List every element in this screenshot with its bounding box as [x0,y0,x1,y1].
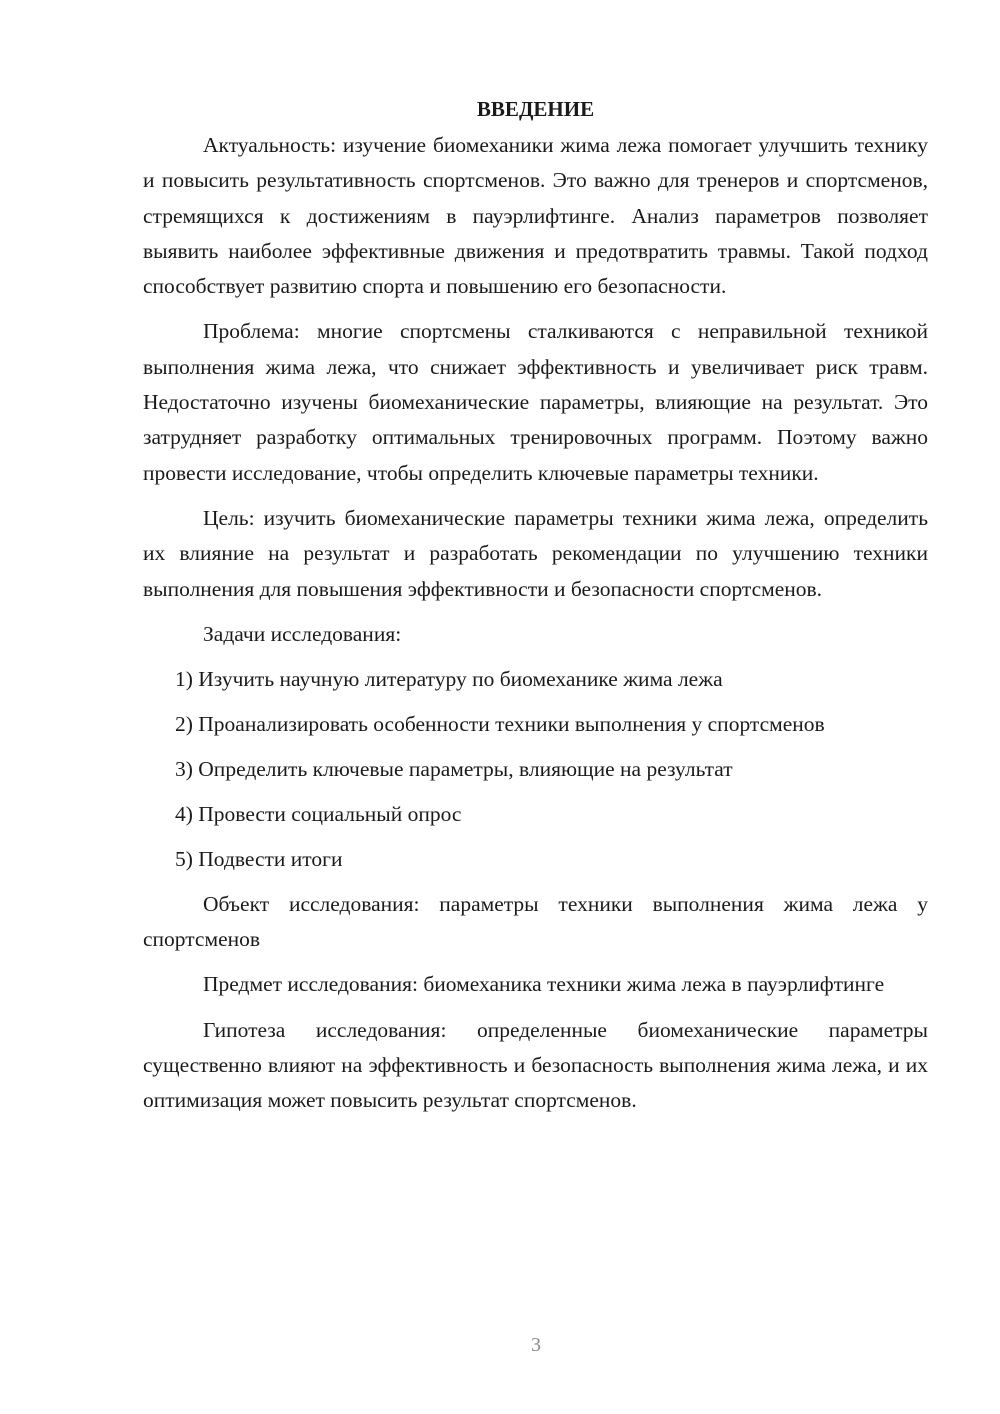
relevance-paragraph: Актуальность: изучение биомеханики жима лежа помогает улучшить технику и повысить результативность спортсменов. Это важно для тренеров и спортсменов, стремящихся к достижениям в пауэрлифтинге. Анализ параметров позволяет выявить наиболее эффективные движения и предотвратить травмы. Такой подход способствует развитию спорта и повышению его безопасности. [143,133,928,299]
task-item: 2) Проанализировать особенности техники выполнения у спортсменов [175,711,825,736]
problem-paragraph: Проблема: многие спортсмены сталкиваются с неправильной техникой выполнения жима лежа, что снижает эффективность и увеличивает риск травм. Недостаточно изучены биомеханические параметры, влияющие на результат. Это затрудняет разработку оптимальных тренировочных программ. Поэтому важно провести исследование, чтобы определить ключевые параметры техники. [143,319,928,485]
task-item: 5) Подвести итоги [175,846,343,871]
tasks-heading: Задачи исследования: [203,621,402,646]
task-item: 3) Определить ключевые параметры, влияющие на результат [175,756,733,781]
goal-paragraph: Цель: изучить биомеханические параметры техники жима лежа, определить их влияние на результат и разработать рекомендации по улучшению техники выполнения для повышения эффективности и безопасности спортсменов. [143,505,928,601]
document-page [143,92,928,1129]
page-title: ВВЕДЕНИЕ [476,97,595,121]
subject-paragraph: Предмет исследования: биомеханика техники жима лежа в пауэрлифтинге [203,972,885,997]
object-paragraph: Объект исследования: параметры техники выполнения жима лежа у спортсменов [143,891,928,952]
page-number: 3 [531,1334,541,1356]
hypothesis-paragraph: Гипотеза исследования: определенные биомеханические параметры существенно влияют на эффективность и безопасность выполнения жима лежа, и их оптимизация может повысить результат спортсменов. [143,1017,928,1113]
task-item: 1) Изучить научную литературу по биомеханике жима лежа [175,666,723,691]
task-item: 4) Провести социальный опрос [175,801,462,826]
